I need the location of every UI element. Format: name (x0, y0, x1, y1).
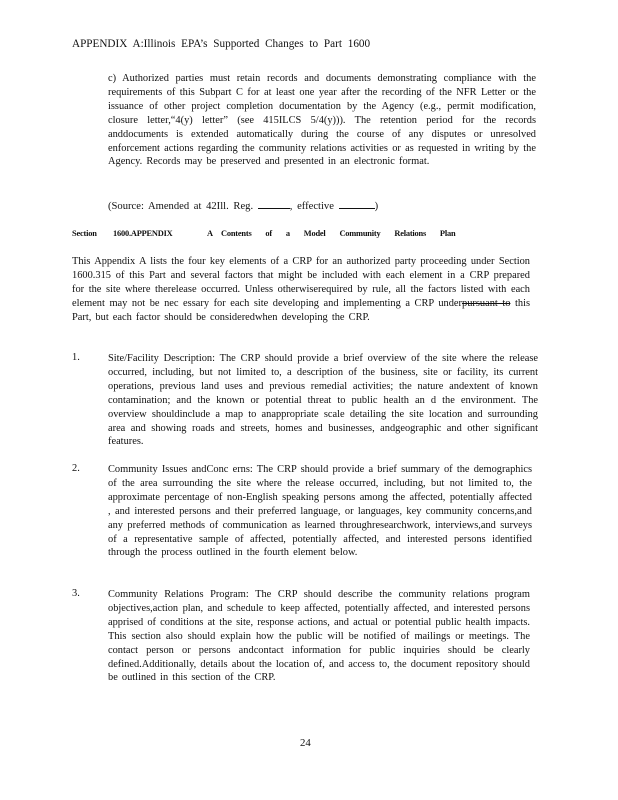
page-number: 24 (300, 737, 311, 749)
item-number: 2. (72, 463, 80, 474)
reg-blank (258, 199, 290, 209)
intro-after: this Part, but each factor should be consideredwhen developing the CRP. (72, 297, 530, 323)
intro-before: This Appendix A lists the four key elements of a CRP for an authorized party proceeding under Section 1600.315 of this Part and several factors that might be included with each element in a CRP prepared for the site where therelease occurred. Unless otherwiserequired by rule, all the factors listed with each element may not be nec essary for each site developing and implementing a CRP under (72, 256, 530, 309)
effective-blank (339, 199, 375, 209)
item-number: 3. (72, 588, 80, 599)
appendix-header: APPENDIX A:Illinois EPA’s Supported Changes to Part 1600 (72, 38, 371, 50)
paragraph-c: c) Authorized parties must retain records and documents demonstrating compliance with the requirements of this Subpart C for at least one year after the recording of the NFR Letter or the issuance of other project completion documentation by the Agency (e.g., permit modification, closure letter,“4(y) letter” (see 415ILCS 5/4(y))). The retention period for the records anddocuments is extended automatically during the course of any disputes or unresolved enforcement actions regarding the community relations activities or as requested in writing by the Agency. Records may be preserved and presented in an electronic format. (108, 73, 536, 168)
section-title: Contents of a Model Community Relations Plan (221, 229, 456, 238)
source-prefix: (Source: Amended at 42Ill. Reg. (108, 201, 254, 212)
section-label: Section (72, 229, 97, 238)
intro-struck-text: pursuant to (462, 297, 511, 309)
list-item-site-description: Site/Facility Description: The CRP should provide a brief overview of the site where the release occurred, including, but not limited to, a description of the business, site or facility, its current operations, previous land uses and previous remedial activities; the nature andextent of known contamination; and the known or potential threat to public health an d the environment. The overview shouldinclude a map to anappropriate scale detailing the site location and surrounding area and showing roads and streets, homes and businesses, andgeographic and other significant features. (108, 353, 538, 448)
item-number: 1. (72, 352, 80, 363)
list-item-community-issues: Community Issues andConc erns: The CRP should provide a brief summary of the demographics of the area surrounding the site where the release occurred, including, but not limited to, the approximate percentage of non-English speaking persons among the affected, potentially affected , and interested persons and their preferred language, or languages, key community concerns,and any preferred methods of communication as learned throughresearchwork, interviews,and surveys of a representative sample of affected, potentially affected, and interested persons identified through the process outlined in the fourth element below. (108, 464, 532, 559)
source-note (108, 199, 378, 212)
source-middle: , effective (289, 201, 334, 212)
source-suffix: ) (374, 201, 379, 212)
section-number: 1600.APPENDIX (113, 229, 173, 238)
list-item-community-relations-program: Community Relations Program: The CRP should describe the community relations program objectives,action plan, and schedule to keep affected, potentially affected, and interested persons apprised of conditions at the site, response actions, and actual or potential public health impacts. This section also should explain how the public will be notified of mailings or meetings. The contact person or persons andcontact information for public inquiries should be clearly defined.Additionally, details about the location of, and access to, the document repository should be outlined in this section of the CRP. (108, 589, 530, 684)
intro-paragraph (72, 255, 530, 325)
section-letter: A (207, 229, 213, 238)
